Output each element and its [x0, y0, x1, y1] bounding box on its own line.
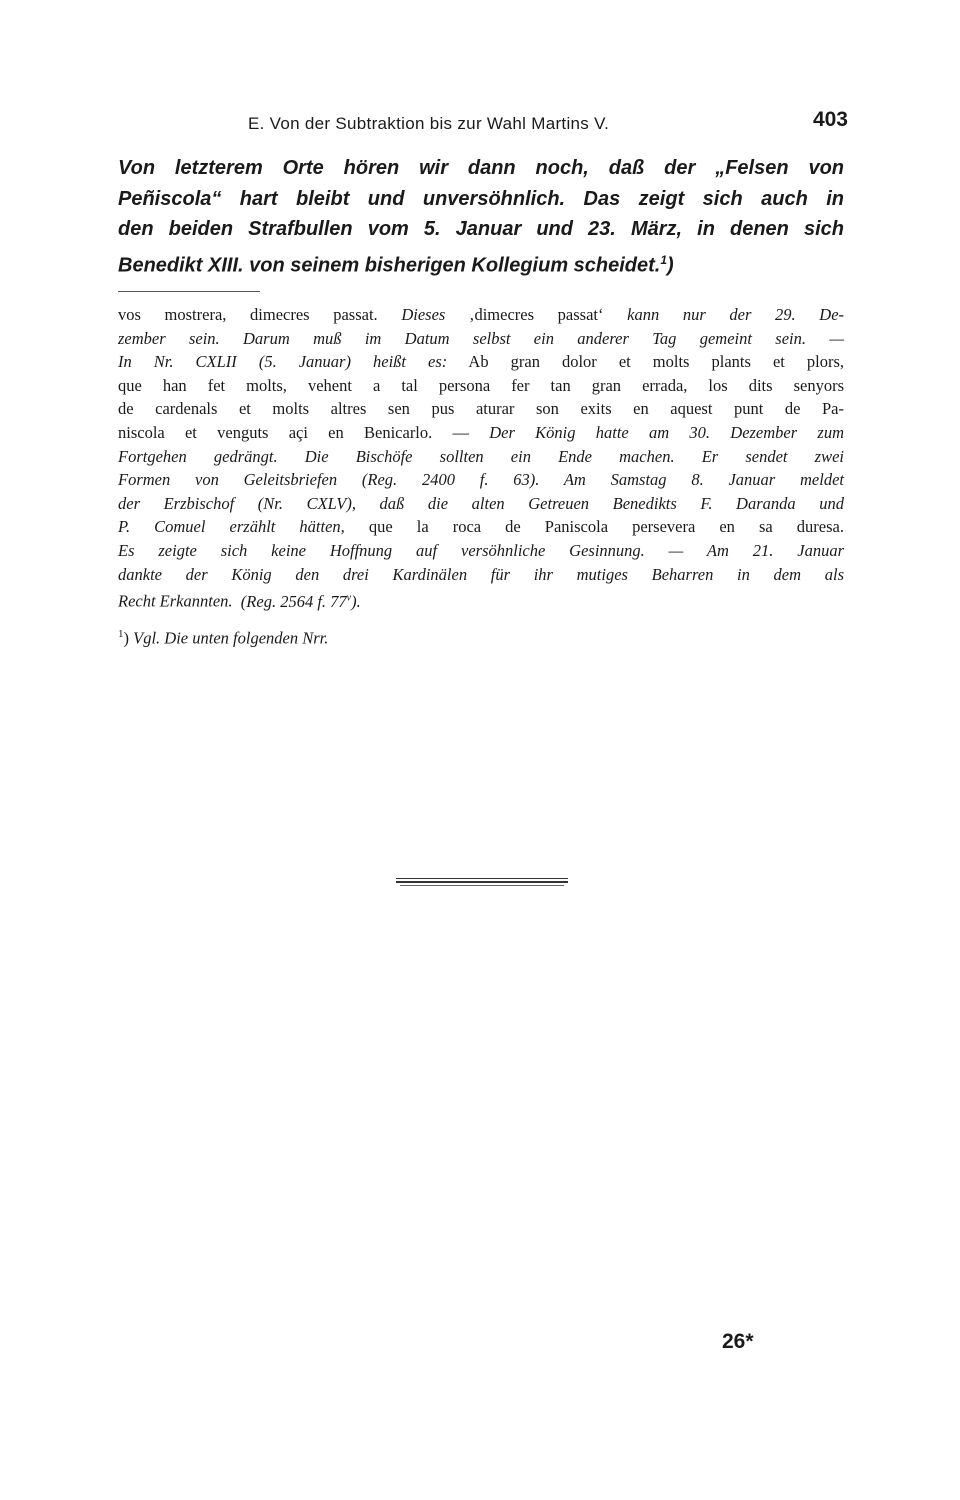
ornament-rule — [396, 878, 568, 879]
page-number: 403 — [812, 108, 848, 131]
note-italic: In Nr. CXLII (5. Januar) heißt es: — [118, 352, 448, 372]
note-line — [118, 303, 844, 327]
note-line — [118, 468, 844, 492]
text-line: Peñiscola“ hart bleibt und unversöhnlich. Das zeigt sich auch in — [118, 187, 844, 210]
footnote — [118, 623, 328, 650]
note-text: niscola et venguts açi en Benicarlo. — — [118, 422, 470, 442]
ornament-rule — [396, 881, 568, 883]
note-line — [118, 539, 844, 563]
note-italic: zember sein. Darum muß im Datum selbst ein anderer Tag gemeint sein. — — [118, 328, 844, 348]
note-italic: Fortgehen gedrängt. Die Bischöfe sollten ein Ende machen. Er sendet zwei — [118, 446, 844, 466]
note-text: vos mostrera, dimecres passat. — [118, 305, 378, 324]
footnote-rule — [118, 291, 260, 292]
note-line — [118, 586, 844, 613]
note-italic — [241, 592, 361, 611]
verso-marker: v — [346, 592, 352, 604]
note-italic: der Erzbischof (Nr. CXLV), daß die alten Getreuen Benedikts F. Daranda und — [118, 493, 844, 513]
note-italic: dankte der König den drei Kardinälen für ihr mutiges Beharren in dem als — [118, 564, 844, 584]
text-line-body: Benedikt XIII. von seinem bisherigen Kollegium scheidet. — [118, 254, 661, 277]
note-italic: kann nur der 29. De- — [627, 305, 845, 324]
note-text: Ab gran dolor et molts plants et plors, — [468, 352, 845, 372]
note-text: que la roca de Paniscola persevera en sa duresa. — [368, 517, 844, 537]
text-line: den beiden Strafbullen vom 5. Januar und 23. März, in denen sich — [118, 218, 844, 240]
signature-mark: 26* — [722, 1330, 754, 1353]
note-line: de cardenals et molts altres sen pus aturar son exits en aquest punt de Pa- — [118, 399, 844, 419]
footnote-marker: 1 — [118, 628, 124, 640]
main-paragraph — [118, 153, 844, 281]
note-text: (Reg. 2564 f. 77 — [240, 591, 347, 611]
note-italic: Dieses — [401, 305, 446, 324]
footnote-reference-paren: ) — [667, 254, 674, 277]
note-line — [118, 421, 844, 445]
note-line — [118, 492, 844, 516]
note-line — [118, 327, 844, 351]
footnote-reference: 1 — [660, 252, 668, 267]
note-line — [118, 563, 844, 587]
ornament-rule — [400, 885, 564, 886]
page-header — [118, 108, 850, 138]
note-line — [118, 445, 844, 469]
note-italic: Es zeigte sich keine Hoffnung auf versöhnliche Gesinnung. — Am 21. Januar — [118, 540, 844, 560]
section-end-ornament — [396, 878, 568, 886]
note-italic: Recht Erkannten. — [118, 591, 233, 611]
note-italic: P. Comuel erzählt hätten, — [118, 517, 345, 537]
note-line — [118, 350, 844, 374]
continued-notes — [118, 303, 844, 613]
running-head: E. Von der Subtraktion bis zur Wahl Martins V. — [248, 114, 610, 133]
note-line — [118, 515, 844, 539]
footnote-text: Vgl. Die unten folgenden Nrr. — [133, 628, 329, 648]
text-line: Von letzterem Orte hören wir dann noch, daß der „Felsen von — [118, 157, 844, 179]
note-text: ‚dimecres passat‘ — [468, 305, 604, 324]
text-line — [118, 245, 844, 281]
note-text: ). — [351, 591, 361, 611]
note-italic: Formen von Geleitsbriefen (Reg. 2400 f. 63). Am Samstag 8. Januar meldet — [118, 470, 844, 490]
note-italic: Der König hatte am 30. Dezember zum — [489, 422, 845, 442]
note-line: que han fet molts, vehent a tal persona fer tan gran errada, los dits senyors — [118, 375, 844, 395]
footnote-marker-paren: ) — [123, 628, 129, 648]
